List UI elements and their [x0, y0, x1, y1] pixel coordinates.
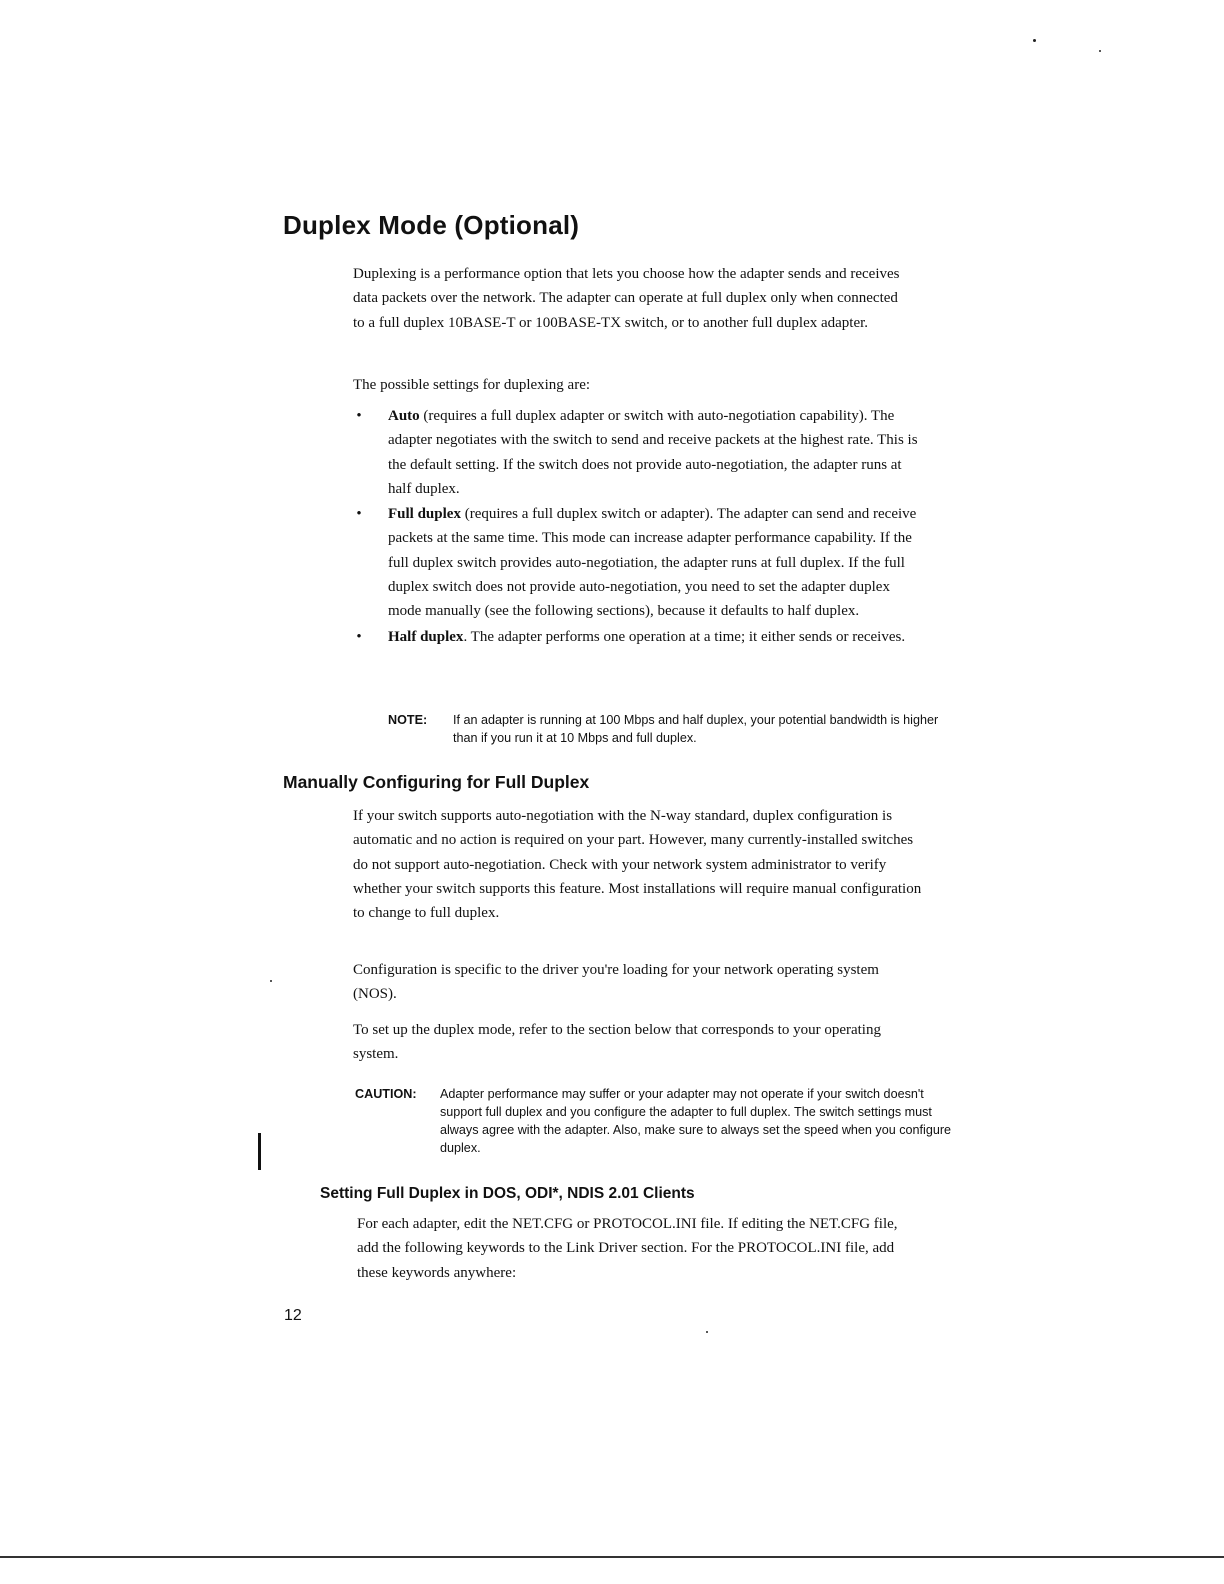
section-paragraph: If your switch supports auto-negotiation with the N-way standard, duplex configuration is automatic and no action is required on your part. However, many currently-installed switches do not support auto-negotiation. Check with your network system administrator to verify whether your switch supports this feature. Most installations will require manual configuration to change to full duplex.	[353, 808, 922, 922]
intro-paragraph: Duplexing is a performance option that lets you choose how the adapter sends and receives data packets over the network. The adapter can operate at full duplex only when connected to a full duplex 10BASE-T or 100BASE-TX switch, or to another full duplex adapter.	[353, 266, 900, 331]
list-item	[353, 404, 923, 501]
section-paragraph: To set up the duplex mode, refer to the section below that corresponds to your operating system.	[353, 1022, 881, 1063]
note-label: NOTE:	[388, 713, 428, 727]
caution-text: Adapter performance may suffer or your adapter may not operate if your switch doesn't support full duplex and you configure the adapter to full duplex. The switch settings must always agree with the adapter. Also, make sure to always set the speed when you configure duplex.	[440, 1087, 952, 1155]
scan-speck	[706, 1331, 708, 1333]
bullet-icon: •	[356, 628, 362, 645]
subsection-heading: Setting Full Duplex in DOS, ODI*, NDIS 2.01 Clients	[320, 1185, 695, 1202]
footer-rule	[0, 1556, 1224, 1558]
scan-speck	[1099, 50, 1101, 52]
setting-description: (requires a full duplex switch or adapter). The adapter can send and receive packets at the same time. This mode can increase adapter performance capability. If the full duplex switch provides auto-negotiation, the adapter runs at full duplex. If the full duplex switch does not provide auto-negotiation, you need to set the adapter duplex mode manually (see the following sections), because it defaults to half duplex.	[388, 506, 917, 620]
caution-callout	[355, 1085, 955, 1157]
scan-speck	[1033, 39, 1036, 42]
settings-intro: The possible settings for duplexing are:	[353, 377, 591, 393]
setting-term: Full duplex	[388, 506, 461, 523]
list-item	[353, 502, 923, 623]
section-paragraph: Configuration is specific to the driver you're loading for your network operating system (NOS).	[353, 962, 879, 1003]
change-bar	[258, 1133, 261, 1170]
duplex-settings-list	[353, 404, 923, 650]
bullet-icon: •	[356, 408, 362, 424]
setting-term: Auto	[388, 408, 420, 424]
setting-description: . The adapter performs one operation at a time; it either sends or receives.	[463, 628, 906, 645]
setting-description: (requires a full duplex adapter or switch with auto-negotiation capability). The adapter negotiates with the switch to send and receive packets at the highest rate. This is the default setting. If the switch does not provide auto-negotiation, the adapter runs at half duplex.	[388, 408, 918, 497]
bullet-icon: •	[356, 506, 362, 523]
page-title: Duplex Mode (Optional)	[283, 210, 580, 240]
subsection-paragraph: For each adapter, edit the NET.CFG or PROTOCOL.INI file. If editing the NET.CFG file, add the following keywords to the Link Driver section. For the PROTOCOL.INI file, add these keywords anywhere:	[357, 1216, 898, 1281]
caution-label: CAUTION:	[355, 1087, 417, 1101]
page-number: 12	[284, 1307, 302, 1324]
note-callout	[388, 711, 948, 747]
setting-term: Half duplex	[388, 628, 464, 645]
note-text: If an adapter is running at 100 Mbps and half duplex, your potential bandwidth is higher than if you run it at 10 Mbps and full duplex.	[453, 713, 939, 745]
scan-speck	[270, 980, 272, 982]
list-item	[353, 625, 923, 649]
section-heading: Manually Configuring for Full Duplex	[283, 772, 590, 792]
